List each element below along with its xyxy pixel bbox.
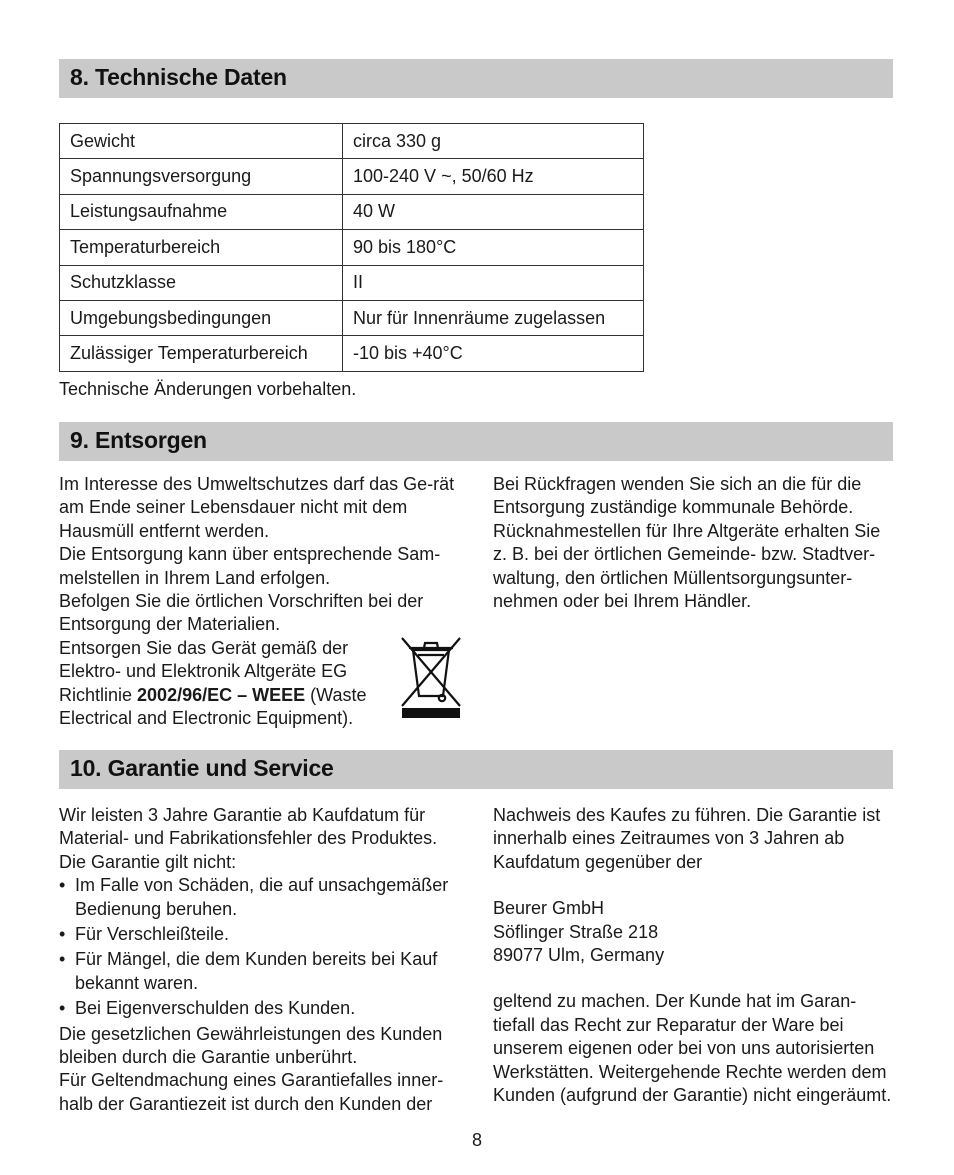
spec-value: 90 bis 180°C <box>343 230 644 265</box>
text-line: (Waste <box>305 684 367 705</box>
section-title: 8. Technische Daten <box>70 64 287 90</box>
spec-value: 40 W <box>343 194 644 229</box>
list-item: • Im Falle von Schäden, die auf unsachgemäßer Bedienung beruhen. <box>59 874 464 921</box>
spec-label: Zulässiger Temperaturbereich <box>60 336 343 371</box>
warranty-right-column <box>493 804 893 1107</box>
spec-value: -10 bis +40°C <box>343 336 644 371</box>
list-item: • Für Verschleißteile. <box>59 923 464 946</box>
paragraph: Im Interesse des Umweltschutzes darf das Ge-rät am Ende seiner Lebensdauer nicht mit dem Hausmüll entfernt werden. <box>59 474 455 541</box>
spec-label: Schutzklasse <box>60 265 343 300</box>
company-address <box>493 897 893 967</box>
spec-value: Nur für Innenräume zugelassen <box>343 300 644 335</box>
table-row <box>60 336 644 371</box>
spec-label: Spannungsversorgung <box>60 159 343 194</box>
section-header-technische-daten <box>59 59 893 98</box>
paragraph: Für Geltendmachung eines Garantiefalles inner-halb der Garantiezeit ist durch den Kunden der <box>59 1070 444 1114</box>
table-row <box>60 230 644 265</box>
address-line: Söflinger Straße 218 <box>493 921 659 942</box>
table-row <box>60 300 644 335</box>
address-line: Beurer GmbH <box>493 898 605 919</box>
technical-data-table <box>59 123 644 372</box>
warranty-left-column <box>59 804 464 1116</box>
spec-label: Temperaturbereich <box>60 230 343 265</box>
text-line: Electrical and Electronic Equipment). <box>59 708 354 729</box>
warranty-exclusions-list <box>59 874 464 1020</box>
text-line: Entsorgen Sie das Gerät gemäß der <box>59 637 349 658</box>
paragraph <box>59 637 389 731</box>
text-line: Elektro- und Elektronik Altgeräte EG <box>59 661 348 682</box>
paragraph: geltend zu machen. Der Kunde hat im Garan-tiefall das Recht zur Reparatur der Ware bei unserem eigenen oder bei von uns autorisierten Werkstätten. Weitergehende Rechte werden dem Kunden (aufgrund der Garantie) nicht eingeräumt. <box>493 991 892 1106</box>
spec-label: Gewicht <box>60 124 343 159</box>
table-row <box>60 159 644 194</box>
spec-value: circa 330 g <box>343 124 644 159</box>
page-number: 8 <box>471 1130 482 1150</box>
directive-reference: 2002/96/EC – WEEE <box>137 684 306 705</box>
text-line: Richtlinie <box>59 684 138 705</box>
paragraph: Die gesetzlichen Gewährleistungen des Kunden bleiben durch die Garantie unberührt. <box>59 1023 443 1068</box>
paragraph: Wir leisten 3 Jahre Garantie ab Kaufdatum für Material- und Fabrikationsfehler des Produktes. <box>59 805 438 849</box>
spec-value: 100-240 V ~, 50/60 Hz <box>343 159 644 194</box>
spec-value: II <box>343 265 644 300</box>
technical-note: Technische Änderungen vorbehalten. <box>59 379 357 399</box>
spec-label: Umgebungsbedingungen <box>60 300 343 335</box>
list-item: • Bei Eigenverschulden des Kunden. <box>59 997 464 1020</box>
spec-label: Leistungsaufnahme <box>60 194 343 229</box>
table-row <box>60 194 644 229</box>
table-row <box>60 124 644 159</box>
section-title: 9. Entsorgen <box>70 427 207 453</box>
table-row <box>60 265 644 300</box>
list-item: • Für Mängel, die dem Kunden bereits bei Kauf bekannt waren. <box>59 948 464 995</box>
section-header-garantie <box>59 750 893 789</box>
crossed-out-wheelie-bin-icon <box>396 628 466 720</box>
paragraph: Befolgen Sie die örtlichen Vorschriften bei der Entsorgung der Materialien. <box>59 591 424 635</box>
paragraph: Nachweis des Kaufes zu führen. Die Garantie ist innerhalb eines Zeitraumes von 3 Jahren ab Kaufdatum gegenüber der <box>493 805 881 872</box>
paragraph: Die Entsorgung kann über entsprechende Sam-melstellen in Ihrem Land erfolgen. <box>59 544 441 588</box>
section-header-entsorgen <box>59 422 893 461</box>
address-line: 89077 Ulm, Germany <box>493 945 665 966</box>
disposal-right-column: Bei Rückfragen wenden Sie sich an die für die Entsorgung zuständige kommunale Behörde. Rücknahmestellen für Ihre Altgeräte erhalten Sie z. B. bei der örtlichen Gemeinde- bzw. Stadtver-waltung, den örtlichen Müllentsorgungsunter-nehmen oder bei Ihrem Händler. <box>493 474 881 612</box>
paragraph: Die Garantie gilt nicht: <box>59 851 237 872</box>
section-title: 10. Garantie und Service <box>70 755 334 781</box>
